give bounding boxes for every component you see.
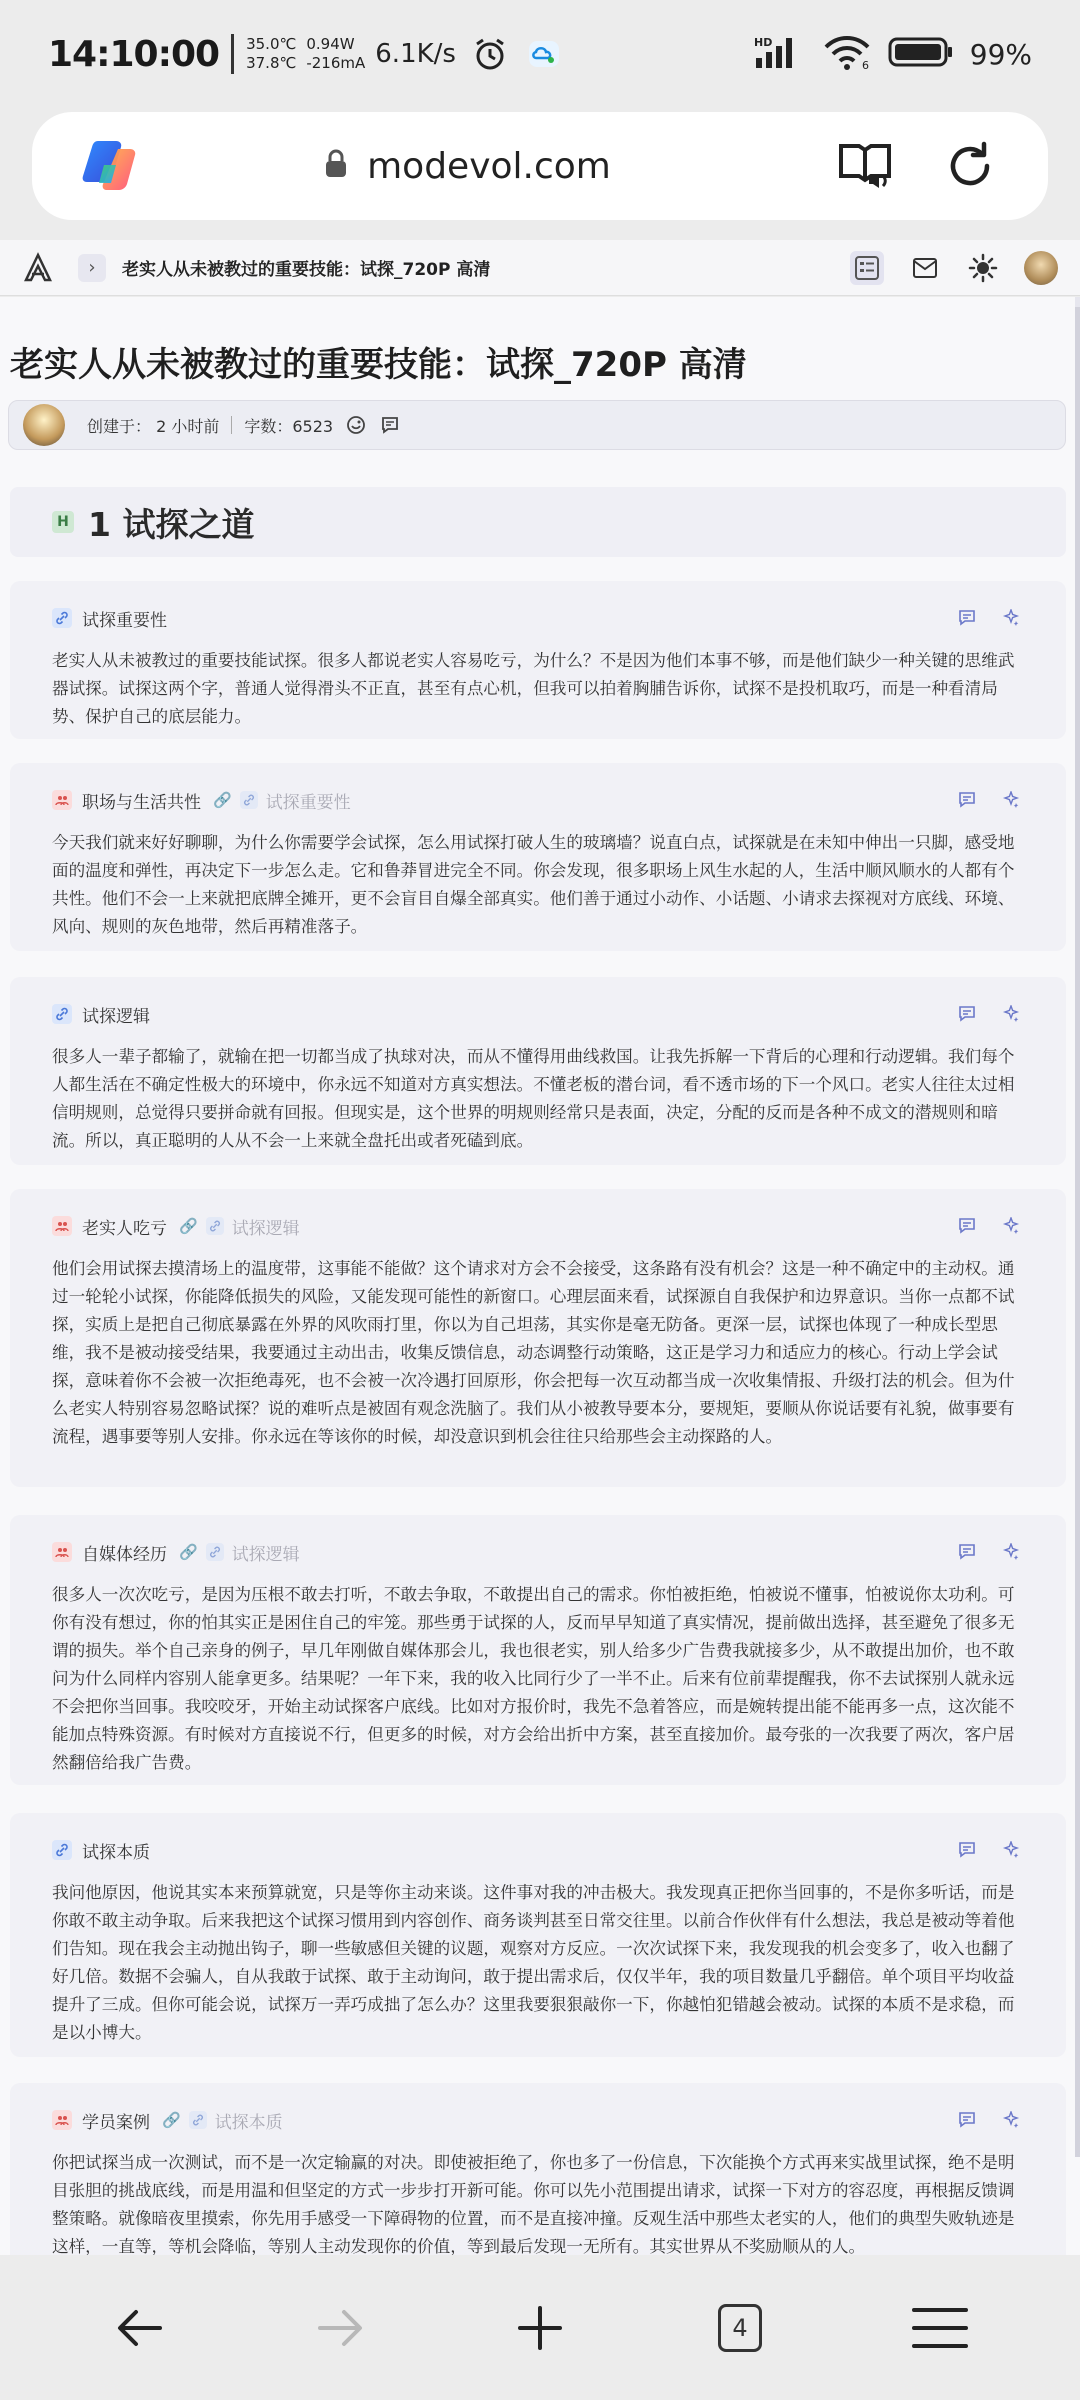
- link-icon: 🔗: [162, 2111, 181, 2129]
- tab-count: 4: [718, 2304, 762, 2352]
- sun-icon[interactable]: [966, 251, 1000, 285]
- clock: 14:10:00: [48, 33, 220, 75]
- back-arrow-icon[interactable]: [100, 2288, 180, 2368]
- card-text: 我问他原因，他说其实本来预算就宽，只是等你主动来谈。这件事对我的冲击极大。我发现真正把你当回事的，不是你多听话，而是你敢不敢主动争取。后来我把这个试探习惯用到内容创作、商务谈判甚至日常交往里。以前合作伙伴有什么想法，我总是被动等着他们告知。现在我会主动抛出钩子，聊一些敏感但关键的议题，观察对方反应。一次次试探下来，我发现我的机会变多了，收入也翻了好几倍。数据不会骗人，自从我敢于试探、敢于主动询问，敢于提出需求后，仅仅半年，我的项目数量几乎翻倍。单个项目平均收益提升了三成。但你可能会说，试探万一弄巧成拙了怎么办？这里我要狠狠敲你一下，你越怕犯错越会被动。试探的本质不是求稳，而是以小博大。: [52, 1883, 1015, 2042]
- link-tag-icon: [52, 1840, 72, 1860]
- card-text: 很多人一次次吃亏，是因为压根不敢去打听，不敢去争取，不敢提出自己的需求。你怕被拒绝，怕被说不懂事，怕被说你太功利。可你有没有想过，你的怕其实正是困住自己的牢笼。那些勇于试探的人，反而早早知道了真实情况，提前做出选择，甚至避免了很多无谓的损失。举个自己亲身的例子，早几年刚做自媒体那会儿，我也很老实，别人给多少广告费我就接多少，从不敢提出加价，也不敢问为什么同样内容别人能拿更多。结果呢？一年下来，我的收入比同行少了一半不止。后来有位前辈提醒我，你不去试探别人就永远不会把你当回事。我咬咬牙，开始主动试探客户底线。比如对方报价时，我先不急着答应，而是婉转提出能不能再多一点，这次能不能加点特殊资源。有时候对方直接说不行，但更多的时候，对方会给出折中方案，甚至直接加价。最夸张的一次我要了两次，客户居然翻倍给我广告费。: [52, 1585, 1015, 1772]
- created-time: 创建于： 2 小时前: [87, 416, 220, 436]
- card-label[interactable]: 老实人吃亏: [82, 1218, 167, 1239]
- link-icon: 🔗: [213, 791, 232, 809]
- reference-icon: [240, 791, 258, 809]
- link-tag-icon: [52, 1004, 72, 1024]
- link-tag-icon: [52, 608, 72, 628]
- mail-icon[interactable]: [908, 251, 942, 285]
- svg-text:6: 6: [861, 59, 869, 71]
- lock-icon: [323, 149, 349, 183]
- card-text: 老实人从未被教过的重要技能试探。很多人都说老实人容易吃亏，为什么？不是因为他们本事不够，而是他们缺少一种关键的思维武器试探。试探这两个字，普通人觉得滑头不正直，甚至有点心机，但我可以拍着胸脯告诉你，试探不是投机取巧，而是一种看清局势、保护自己的底层能力。: [52, 651, 1015, 726]
- sparkle-icon[interactable]: [1000, 1003, 1022, 1025]
- card-label[interactable]: 自媒体经历: [82, 1544, 167, 1565]
- note-icon[interactable]: [956, 2109, 978, 2131]
- people-tag-icon: [52, 1542, 72, 1562]
- chevron-right-icon[interactable]: ›: [78, 254, 106, 282]
- copilot-logo-icon[interactable]: [78, 135, 140, 197]
- card-label[interactable]: 试探逻辑: [82, 1006, 150, 1027]
- note-icon[interactable]: [956, 1003, 978, 1025]
- card-text: 你把试探当成一次测试，而不是一次定输赢的对决。即使被拒绝了，你也多了一份信息，下次能换个方式再来实战里试探，绝不是明目张胆的挑战底线，而是用温和但坚定的方式一步步打开新可能。你可以先小范围提出请求，试探一下对方的容忍度，再根据反馈调整策略。就像暗夜里摸索，你先用手感受一下障碍物的位置，而不是直接冲撞。反观生活中那些太老实的人，他们的典型失败轨迹是这样，一直等，等机会降临，等别人主动发现你的价值，等到最后发现一无所有。其实世界从不奖励顺从的人。: [52, 2153, 1015, 2255]
- menu-icon[interactable]: [900, 2288, 980, 2368]
- battery-icon: [888, 36, 954, 72]
- content-card: [10, 977, 1066, 1165]
- people-tag-icon: [52, 2110, 72, 2130]
- reference-label[interactable]: 试探本质: [214, 2112, 283, 2133]
- sparkle-icon[interactable]: [1000, 1541, 1022, 1563]
- reference-icon: [189, 2111, 207, 2129]
- ai-icon[interactable]: [345, 414, 367, 436]
- breadcrumb-title: 老实人从未被教过的重要技能：试探_720P 高清: [122, 260, 491, 280]
- card-text: 今天我们就来好好聊聊，为什么你需要学会试探，怎么用试探打破人生的玻璃墙？说直白点，试探就是在未知中伸出一只脚，感受地面的温度和弹性，再决定下一步怎么走。它和鲁莽冒进完全不同。你会发现，很多职场上风生水起的人，生活中顺风顺水的人都有个共性。他们不会一上来就把底牌全摊开，更不会盲目自爆全部真实。他们善于通过小动作、小话题、小请求去探视对方底线、环境、风向、规则的灰色地带，然后再精准落子。: [52, 833, 1015, 936]
- card-label[interactable]: 职场与生活共性: [82, 792, 201, 813]
- note-icon[interactable]: [956, 607, 978, 629]
- card-text: 他们会用试探去摸清场上的温度带，这事能不能做？这个请求对方会不会接受，这条路有没有机会？这是一种不确定中的主动权。通过一轮轮小试探，你能降低损失的风险，又能发现可能性的新窗口。心理层面来看，试探源自自我保护和边界意识。当你一点都不试探，实质上是把自己彻底暴露在外界的风吹雨打里，你以为自己坦荡，其实你是毫无防备。更深一层，试探也体现了一种成长型思维，我不是被动接受结果，我要通过主动出击，收集反馈信息，动态调整行动策略，这正是学习力和适应力的核心。行动上学会试探，意味着你不会被一次拒绝毒死，也不会被一次冷遇打回原形，你会把每一次互动都当成一次收集情报、升级打法的机会。但为什么老实人特别容易忽略试探？说的难听点是被固有观念洗脑了。我们从小被教导要本分，要规矩，要顺从你说话要有礼貌，做事要有流程，遇事要等别人安排。你永远在等该你的时候，却没意识到机会往往只给那些会主动探路的人。: [52, 1259, 1015, 1446]
- svg-text:HD: HD: [753, 36, 773, 49]
- content-card: [10, 2083, 1066, 2255]
- page-title: 老实人从未被教过的重要技能：试探_720P 高清: [10, 345, 747, 385]
- address-bar[interactable]: [32, 112, 1048, 220]
- sparkle-icon[interactable]: [1000, 2109, 1022, 2131]
- note-icon[interactable]: [956, 1215, 978, 1237]
- url-display[interactable]: [140, 146, 794, 187]
- wifi-icon: [822, 33, 872, 75]
- link-icon: 🔗: [179, 1543, 198, 1561]
- forward-arrow-icon[interactable]: [300, 2288, 380, 2368]
- content-card: [10, 763, 1066, 951]
- temperature-readout: 35.0℃ 37.8℃: [246, 35, 297, 72]
- section-title: 1 试探之道: [88, 504, 255, 544]
- card-label[interactable]: 试探本质: [82, 1842, 150, 1863]
- section-heading: [10, 487, 1066, 557]
- reload-icon[interactable]: [938, 134, 1002, 198]
- sparkle-icon[interactable]: [1000, 1839, 1022, 1861]
- sparkle-icon[interactable]: [1000, 1215, 1022, 1237]
- note-icon[interactable]: [956, 789, 978, 811]
- reference-icon: [206, 1543, 224, 1561]
- reference-label[interactable]: 试探逻辑: [231, 1218, 300, 1239]
- site-logo-icon[interactable]: [22, 252, 54, 284]
- heading-badge: H: [52, 511, 74, 533]
- content-card: [10, 581, 1066, 739]
- card-label[interactable]: 试探重要性: [82, 610, 167, 631]
- content-card: [10, 1813, 1066, 2057]
- user-avatar[interactable]: [1024, 251, 1058, 285]
- reference-label[interactable]: 试探逻辑: [231, 1544, 300, 1565]
- document-view: [0, 297, 1080, 2255]
- card-label[interactable]: 学员案例: [82, 2112, 150, 2133]
- status-bar: [0, 0, 1080, 108]
- net-speed: 6.1K/s: [375, 39, 456, 69]
- people-tag-icon: [52, 790, 72, 810]
- note-icon[interactable]: [956, 1839, 978, 1861]
- content-card: [10, 1189, 1066, 1487]
- doc-meta-bar: [8, 400, 1066, 450]
- cloud-app-icon: [524, 34, 564, 74]
- signal-icon: [754, 34, 806, 74]
- new-tab-plus-icon[interactable]: [500, 2288, 580, 2368]
- scrollbar-thumb[interactable]: [1075, 307, 1080, 2157]
- url-text[interactable]: modevol.com: [367, 145, 611, 187]
- power-readout: 0.94W -216mA: [306, 35, 366, 72]
- link-icon: 🔗: [179, 1217, 198, 1235]
- author-avatar[interactable]: [23, 404, 65, 446]
- sparkle-icon[interactable]: [1000, 789, 1022, 811]
- content-card: [10, 1515, 1066, 1785]
- reference-icon: [206, 1217, 224, 1235]
- outline-icon[interactable]: [850, 251, 884, 285]
- alarm-icon: [470, 34, 510, 74]
- comment-icon[interactable]: [379, 414, 401, 436]
- status-divider: [231, 34, 234, 74]
- tabs-button[interactable]: [700, 2288, 780, 2368]
- people-tag-icon: [52, 1216, 72, 1236]
- read-aloud-icon[interactable]: [834, 134, 898, 198]
- battery-percent: 99%: [969, 37, 1032, 71]
- card-text: 很多人一辈子都输了，就输在把一切都当成了执球对决，而从不懂得用曲线救国。让我先拆解一下背后的心理和行动逻辑。我们每个人都生活在不确定性极大的环境中，你永远不知道对方真实想法。不懂老板的潜台词，看不透市场的下一个风口。老实人往往太过相信明规则，总觉得只要拼命就有回报。但现实是，这个世界的明规则经常只是表面，决定，分配的反而是各种不成文的潜规则和暗流。所以，真正聪明的人从不会一上来就全盘托出或者死磕到底。: [52, 1047, 1015, 1150]
- site-header: [0, 240, 1080, 296]
- word-count: 字数：6523: [244, 416, 334, 436]
- browser-bottom-nav: [0, 2255, 1080, 2400]
- note-icon[interactable]: [956, 1541, 978, 1563]
- reference-label[interactable]: 试探重要性: [265, 792, 351, 813]
- meta-divider: [231, 416, 232, 434]
- sparkle-icon[interactable]: [1000, 607, 1022, 629]
